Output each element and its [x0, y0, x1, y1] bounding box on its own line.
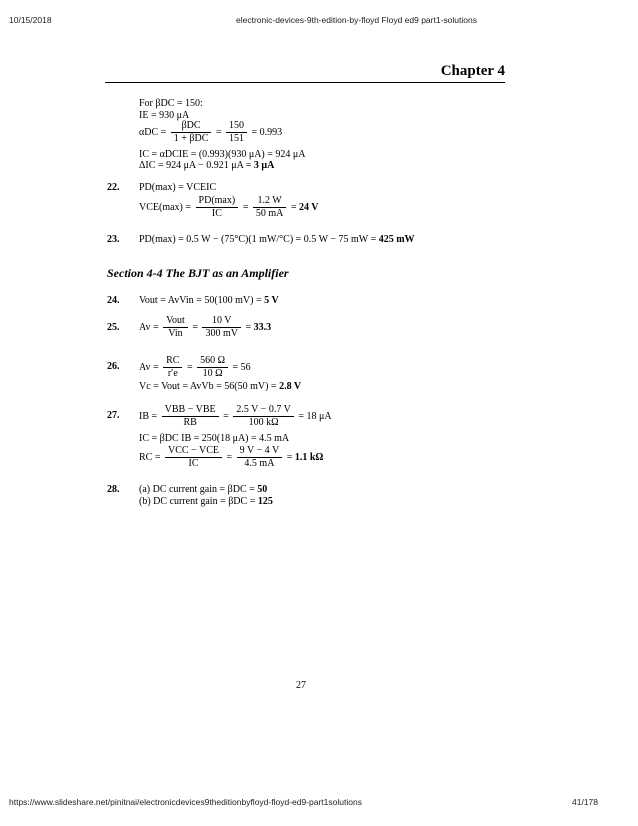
- p22-line2: VCE(max) = $\frac{PD(\max)}{IC}$ = $\frac{1.2 W}{50 mA}$ = 24 V: [139, 195, 319, 219]
- header-rule: [105, 82, 505, 83]
- p21-line1: For βDC = 150:: [139, 98, 203, 109]
- page-number: 27: [296, 680, 306, 691]
- p26-line1: Av = $\frac{RC}{r'e}$ = $\frac{560 \Omega}{10 \Omega}$ = 56: [139, 355, 251, 379]
- p24-line1: Vout = AvVin = 50(100 mV) = 5 V: [139, 295, 279, 306]
- p21-line3: αDC = $\frac{\text{βDC}}{\text{1 + βDC}}$ = $\frac{150}{151}$ = 0.993: [139, 120, 283, 144]
- section-heading: Section 4-4 The BJT as an Amplifier: [107, 266, 289, 280]
- p27-line2: IC = βDC IB = 250(18 μA) = 4.5 mA: [139, 433, 290, 444]
- print-url[interactable]: https://www.slideshare.net/pinitnai/electronicdevices9theditionbyfloyd-floyd-ed9-part1solutions: [9, 797, 362, 807]
- print-page-count: 41/178: [572, 797, 598, 807]
- p21-line5: ΔIC = 924 μA − 0.921 μA = 3 μA: [139, 160, 275, 171]
- problem-number-22: 22.: [107, 182, 120, 193]
- problem-number-23: 23.: [107, 234, 120, 245]
- p28-part-b: (b) DC current gain = βDC = 125: [139, 496, 273, 507]
- problem-number-26: 26.: [107, 361, 120, 372]
- print-title: electronic-devices-9th-edition-by-floyd Floyd ed9 part1-solutions: [236, 15, 477, 25]
- p23-line1: PD(max) = 0.5 W − (75°C)(1 mW/°C) = 0.5 W − 75 mW = 425 mW: [139, 234, 415, 245]
- p21-line2: IE = 930 μA: [139, 110, 190, 121]
- problem-number-27: 27.: [107, 410, 120, 421]
- p25-line1: Av = $\frac{\text{Vout}}{\text{Vin}}$ = $\frac{10 V}{300 mV}$ = 33.3: [139, 315, 272, 339]
- problem-number-28: 28.: [107, 484, 120, 495]
- p26-line2: Vc = Vout = AvVb = 56(50 mV) = 2.8 V: [139, 381, 302, 392]
- problem-number-24: 24.: [107, 295, 120, 306]
- p27-line1: IB = $\frac{\text{VBB − VBE}}{RB}$ = $\frac{2.5 V - 0.7 V}{100 k\Omega}$ = 18 μA: [139, 404, 332, 428]
- chapter-heading: Chapter 4: [440, 63, 505, 79]
- p21-line4: IC = αDCIE = (0.993)(930 μA) = 924 μA: [139, 149, 306, 160]
- p28-part-a: (a) DC current gain = βDC = 50: [139, 484, 268, 495]
- p27-line3: RC = $\frac{\text{VCC − VCE}}{IC}$ = $\frac{9 V - 4 V}{4.5 mA}$ = 1.1 kΩ: [139, 445, 324, 469]
- problem-number-25: 25.: [107, 322, 120, 333]
- print-date: 10/15/2018: [9, 15, 52, 25]
- p22-line1: PD(max) = VCEIC: [139, 182, 217, 193]
